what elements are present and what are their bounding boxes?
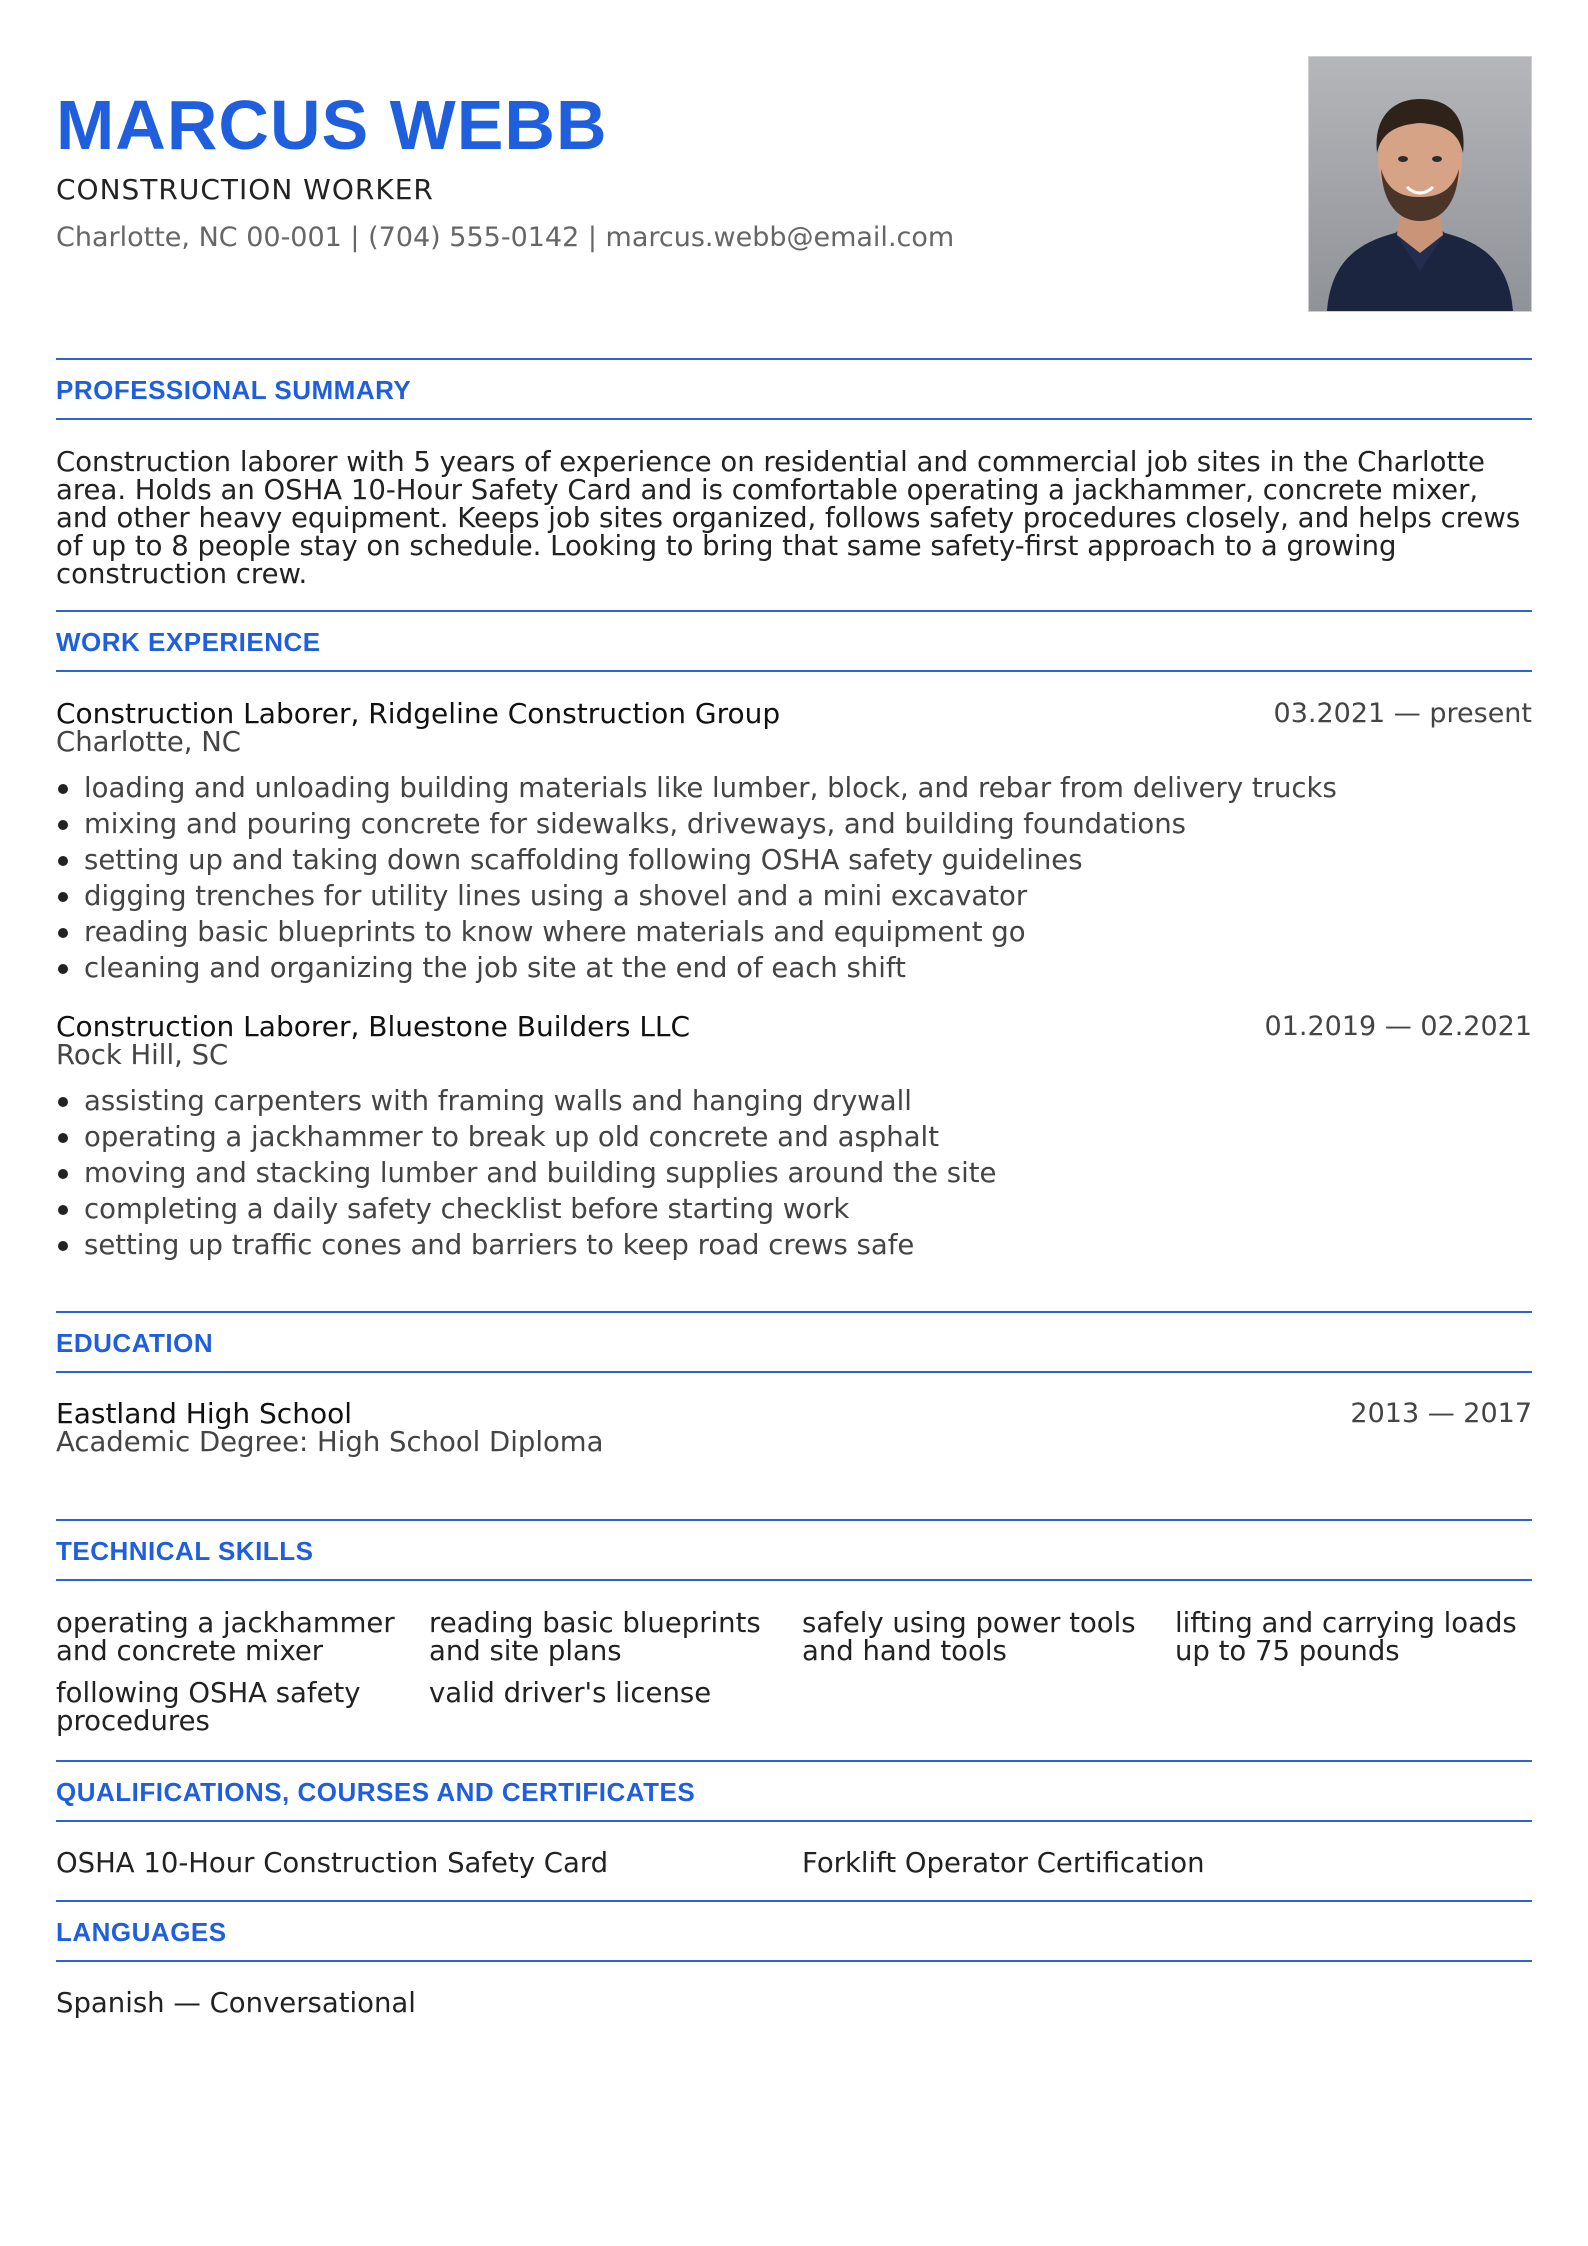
contact-line: Charlotte, NC 00-001 | (704) 555-0142 | marcus.webb@email.com <box>56 222 955 253</box>
job-header <box>56 697 1532 730</box>
duty-text: mixing and pouring concrete for sidewalks, driveways, and building foundations <box>84 808 1186 840</box>
skills-section-heading <box>56 1519 1532 1581</box>
bullet-icon <box>58 820 68 830</box>
bullet-icon <box>58 1097 68 1107</box>
education-dates: 2013 — 2017 <box>1350 1398 1532 1429</box>
list-item <box>56 1155 1532 1191</box>
job-location: Charlotte, NC <box>56 726 241 758</box>
bullet-icon <box>58 928 68 938</box>
skill-line: and site plans <box>429 1635 622 1667</box>
skill-line: and concrete mixer <box>56 1635 324 1667</box>
job-duties-list <box>56 1083 1532 1263</box>
summary-line: Construction laborer with 5 years of experience on residential and commercial job sites in the Charlotte <box>56 446 1485 478</box>
skill-line: following OSHA safety <box>56 1677 361 1709</box>
skill-line: valid driver's license <box>429 1677 712 1709</box>
languages-heading-text: LANGUAGES <box>56 1917 227 1947</box>
bullet-icon <box>58 1169 68 1179</box>
list-item <box>56 770 1532 806</box>
education-heading-text: EDUCATION <box>56 1328 214 1358</box>
skill-line: and hand tools <box>802 1635 1007 1667</box>
skill-line: procedures <box>56 1705 210 1737</box>
school-name: Eastland High School <box>56 1397 352 1430</box>
skill-line: lifting and carrying loads <box>1175 1607 1517 1639</box>
bullet-icon <box>58 856 68 866</box>
education-header <box>56 1397 1532 1430</box>
duty-text: reading basic blueprints to know where materials and equipment go <box>84 916 1026 948</box>
skill-item <box>56 1679 429 1735</box>
job-entry <box>56 1010 1532 1263</box>
job-location: Rock Hill, SC <box>56 1039 229 1071</box>
profile-photo <box>1308 56 1532 312</box>
qualifications-section-heading <box>56 1760 1532 1822</box>
qualification-item: Forklift Operator Certification <box>802 1847 1205 1879</box>
list-item <box>56 842 1532 878</box>
skill-item <box>1175 1609 1532 1665</box>
summary-text <box>56 448 1532 588</box>
languages-section-heading <box>56 1900 1532 1962</box>
candidate-title: CONSTRUCTION WORKER <box>56 173 434 206</box>
bullet-icon <box>58 964 68 974</box>
list-item <box>56 1191 1532 1227</box>
list-item <box>56 1227 1532 1263</box>
duty-text: setting up traffic cones and barriers to keep road crews safe <box>84 1229 915 1261</box>
duty-text: assisting carpenters with framing walls and hanging drywall <box>84 1085 912 1117</box>
list-item <box>56 1119 1532 1155</box>
education-section-heading <box>56 1311 1532 1373</box>
education-entry <box>56 1397 1532 1458</box>
skill-line: reading basic blueprints <box>429 1607 761 1639</box>
duty-text: completing a daily safety checklist before starting work <box>84 1193 850 1225</box>
list-item <box>56 1083 1532 1119</box>
bullet-icon <box>58 784 68 794</box>
skill-item <box>802 1609 1175 1665</box>
list-item <box>56 914 1532 950</box>
job-dates: 03.2021 — present <box>1273 698 1532 729</box>
list-item <box>56 806 1532 842</box>
languages-list <box>56 1989 1532 2017</box>
summary-line: construction crew. <box>56 558 308 590</box>
skills-grid <box>56 1609 1532 1735</box>
qualification-item: OSHA 10-Hour Construction Safety Card <box>56 1847 609 1879</box>
duty-text: cleaning and organizing the job site at the end of each shift <box>84 952 906 984</box>
job-title: Construction Laborer, Bluestone Builders LLC <box>56 1010 691 1043</box>
list-item <box>56 878 1532 914</box>
skills-heading-text: TECHNICAL SKILLS <box>56 1536 314 1566</box>
duty-text: setting up and taking down scaffolding following OSHA safety guidelines <box>84 844 1083 876</box>
skill-item <box>56 1609 429 1665</box>
bullet-icon <box>58 1241 68 1251</box>
summary-line: of up to 8 people stay on schedule. Looking to bring that same safety-first approach to a growing <box>56 530 1397 562</box>
resume-header <box>56 0 1532 315</box>
job-duties-list <box>56 770 1532 986</box>
duty-text: loading and unloading building materials like lumber, block, and rebar from delivery trucks <box>84 772 1337 804</box>
list-item <box>56 950 1532 986</box>
skill-line: safely using power tools <box>802 1607 1136 1639</box>
duty-text: operating a jackhammer to break up old concrete and asphalt <box>84 1121 939 1153</box>
language-item: Spanish — Conversational <box>56 1987 416 2019</box>
summary-line: and other heavy equipment. Keeps job sites organized, follows safety procedures closely, and helps crews <box>56 502 1521 534</box>
bullet-icon <box>58 1133 68 1143</box>
summary-line: area. Holds an OSHA 10-Hour Safety Card and is comfortable operating a jackhammer, concrete mixer, <box>56 474 1479 506</box>
bullet-icon <box>58 1205 68 1215</box>
skill-line: up to 75 pounds <box>1175 1635 1400 1667</box>
summary-heading-text: PROFESSIONAL SUMMARY <box>56 375 412 405</box>
qualifications-grid <box>56 1849 1532 1877</box>
experience-heading-text: WORK EXPERIENCE <box>56 627 321 657</box>
skill-line: operating a jackhammer <box>56 1607 395 1639</box>
job-title: Construction Laborer, Ridgeline Construction Group <box>56 697 781 730</box>
profile-photo-illustration <box>1309 57 1531 311</box>
duty-text: digging trenches for utility lines using a shovel and a mini excavator <box>84 880 1028 912</box>
experience-section-heading <box>56 610 1532 672</box>
job-entry <box>56 697 1532 986</box>
duty-text: moving and stacking lumber and building supplies around the site <box>84 1157 997 1189</box>
bullet-icon <box>58 892 68 902</box>
skill-item <box>429 1679 802 1735</box>
job-dates: 01.2019 — 02.2021 <box>1264 1011 1532 1042</box>
qualifications-heading-text: QUALIFICATIONS, COURSES AND CERTIFICATES <box>56 1777 696 1807</box>
job-header <box>56 1010 1532 1043</box>
degree: Academic Degree: High School Diploma <box>56 1426 604 1458</box>
summary-section-heading <box>56 358 1532 420</box>
candidate-name: MARCUS WEBB <box>56 86 608 164</box>
skill-item <box>429 1609 802 1665</box>
